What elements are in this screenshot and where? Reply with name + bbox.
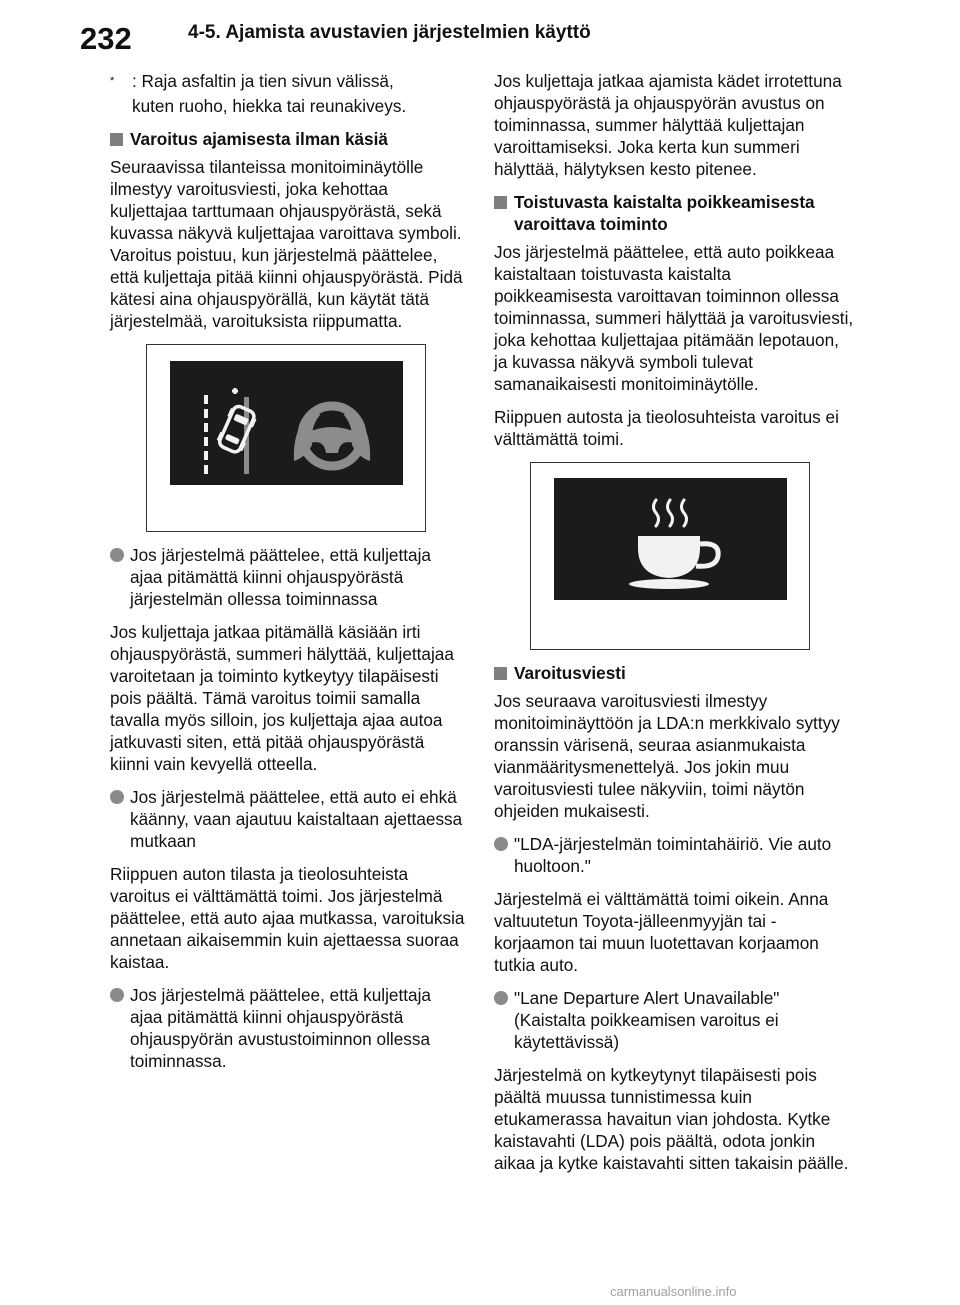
watermark: carmanualsonline.info [610,1284,737,1299]
page-header [0,0,960,70]
figure-hands-off-warning [146,344,426,532]
bullet-lda-unavailable: "Lane Departure Alert Unavailable" (Kaistalta poikkeamisen varoitus ei käytettävissä) [494,987,854,1053]
heading-repeated-departure: Toistuvasta kaistalta poikkeamisesta varoittava toiminto [494,191,854,235]
bullet-hands-off: Jos järjestelmä päättelee, että kuljettaja ajaa pitämättä kiinni ohjauspyörästä järjestelmän ollessa toiminnassa [110,544,465,610]
bullet-curve: Jos järjestelmä päättelee, että auto ei ehkä käänny, vaan ajautuu kaistaltaan ajettaessa mutkaan [110,786,465,852]
right-column [494,70,854,1185]
paragraph-steering-assist: Jos kuljettaja jatkaa ajamista kädet irrotettuna ohjauspyörästä ja ohjauspyörän avustus on toiminnassa, summer hälyttää kuljettajan varoittamiseksi. Joka kerta kun summeri hälyttää, hälytyksen kesto pitenee. [494,71,842,179]
display-screen [170,361,403,485]
footnote-line-1: : Raja asfaltin ja tien sivun välissä, [132,71,394,91]
paragraph-lda-unavailable: Järjestelmä on kytkeytynyt tilapäisesti pois päältä muussa tunnistimessa kuin etukamerassa havaitun vian johdosta. Kytke kaistavahti (LDA) pois päältä, odota jonkin aikaa ja kytke kaistavahti sitten takaisin päälle. [494,1065,849,1173]
coffee-cup-icon [554,478,787,600]
paragraph-curve: Riippuen auton tilasta ja tieolosuhteista varoitus ei välttämättä toimi. Jos järjestelmä päättelee, että auto ajaa mutkassa, varoituksia annetaan aikaisemmin kuin ajettaessa suoraa kaistaa. [110,864,465,972]
gray-circle-icon [110,988,124,1002]
gray-circle-icon [494,837,508,851]
paragraph-conditions: Riippuen autosta ja tieolosuhteista varoitus ei välttämättä toimi. [494,407,839,449]
paragraph-warning-message: Jos seuraava varoitusviesti ilmestyy monitoiminäyttöön ja LDA:n merkkivalo syttyy oranssin värisenä, seuraa asianmukaista vianmääritysmenettelyä. Jos jokin muu varoitusviesti tulee näkyviin, toimi näytön ohjeiden mukaisesti. [494,691,840,821]
footnote [110,70,465,117]
left-column [110,70,465,1083]
page-number: 232 [80,21,132,56]
lane-departure-car-icon [204,388,259,474]
paragraph-lda-malfunction: Järjestelmä ei välttämättä toimi oikein. Anna valtuutetun Toyota-jälleenmyyjän tai -korjaamon tai muun luotettavan korjaamon tutkia auto. [494,889,829,975]
display-screen [554,478,787,600]
gray-square-icon [494,667,507,680]
section-title: 4-5. Ajamista avustavien järjestelmien käyttö [188,22,591,43]
heading-hands-off: Varoitus ajamisesta ilman käsiä [110,128,465,150]
gray-circle-icon [110,790,124,804]
paragraph-hands-off-detail: Jos kuljettaja jatkaa pitämällä käsiään irti ohjauspyörästä, summeri hälyttää, kuljettajaa varoitetaan ja toiminto kytkeytyy tilapäisesti pois päältä. Tämä varoitus toimii samalla tavalla myös silloin, jos kuljettaja ajaa autoa jatkuvasti siten, että pitää ohjauspyörästä kiinni vain kevyellä otteella. [110,622,454,774]
paragraph-repeated-departure: Jos järjestelmä päättelee, että auto poikkeaa kaistaltaan toistuvasta kaistalta poikkeamisesta varoittavan toiminnon ollessa toiminnassa, summeri hälyttää ja varoitusviesti, joka kehottaa kuljettajaa pitämään lepotauon, ja kuvassa näkyvä symboli tulevat samanaikaisesti monitoiminäytölle. [494,242,854,394]
warning-symbols [170,361,403,485]
bullet-lda-malfunction: "LDA-järjestelmän toimintahäiriö. Vie auto huoltoon." [494,833,854,877]
gray-circle-icon [494,991,508,1005]
bullet-steering-assist: Jos järjestelmä päättelee, että kuljettaja ajaa pitämättä kiinni ohjauspyörästä ohjauspyörän avustustoiminnon ollessa toiminnassa. [110,984,465,1072]
footnote-line-2: kuten ruoho, hiekka tai reunakiveys. [132,96,407,116]
paragraph-hands-off: Seuraavissa tilanteissa monitoiminäytölle ilmestyy varoitusviesti, joka kehottaa kuljettajaa tarttumaan ohjauspyörästä, sekä kuvassa näkyvä kuljettajaa varoittava symboli. Varoitus poistuu, kun järjestelmä päättelee, että kuljettaja pitää kiinni ohjauspyörästä. Pidä kätesi aina ohjauspyörällä, kun käytät tätä järjestelmää, varoituksista riippumatta. [110,157,463,331]
gray-circle-icon [110,548,124,562]
footnote-marker: * [110,75,115,87]
gray-square-icon [494,196,507,209]
hands-on-steering-wheel-icon [294,406,370,466]
gray-square-icon [110,133,123,146]
figure-rest-warning [530,462,810,650]
heading-warning-message: Varoitusviesti [494,662,854,684]
